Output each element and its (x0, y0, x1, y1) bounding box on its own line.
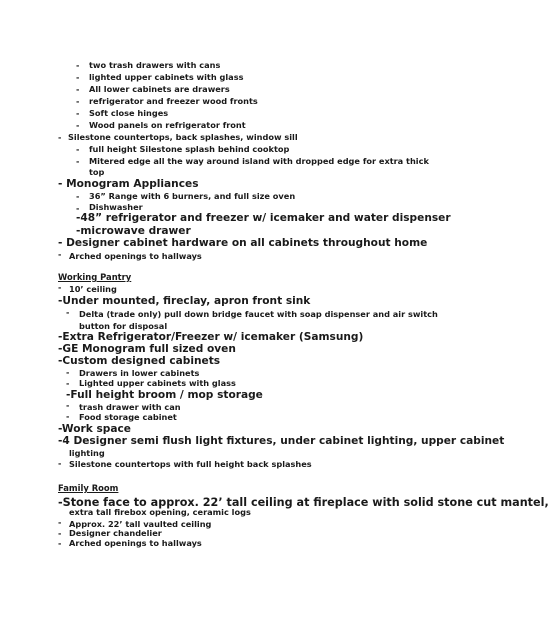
list-item: trash drawer with can (79, 402, 181, 412)
list-item: Delta (trade only) pull down bridge faucet with soap dispenser and air switch (79, 309, 438, 319)
list-item: 36” Range with 6 burners, and full size oven (89, 191, 296, 201)
list-item: Food storage cabinet (79, 412, 177, 422)
list-item: -4 Designer semi flush light fixtures, under cabinet lighting, upper cabinet (58, 435, 505, 447)
bullet-dash: - (66, 367, 70, 377)
list-item: Silestone countertops, back splashes, window sill (68, 132, 298, 142)
list-item: Silestone countertops with full height back splashes (69, 459, 312, 469)
bullet-dash: - (66, 411, 70, 421)
list-item: Dishwasher (89, 202, 143, 212)
bullet-dash: - (58, 132, 62, 142)
list-item: -microwave drawer (76, 225, 191, 237)
list-item: full height Silestone splash behind cooktop (89, 144, 290, 154)
list-item: -Stone face to approx. 22’ tall ceiling at fireplace with solid stone cut mantel, (58, 496, 549, 509)
bullet-dash: - (58, 538, 62, 548)
list-item: -Work space (58, 423, 131, 435)
list-item: All lower cabinets are drawers (89, 84, 230, 94)
list-item: Mitered edge all the way around island with dropped edge for extra thick (89, 156, 429, 166)
bullet-dash: - (66, 307, 70, 317)
bullet-dash: - (76, 72, 80, 82)
bullet-dash: - (66, 400, 70, 410)
list-item: -Under mounted, fireclay, apron front sink (58, 295, 311, 307)
section-heading: Family Room (58, 483, 119, 493)
list-item: -Extra Refrigerator/Freezer w/ icemaker (Samsung) (58, 331, 364, 343)
bullet-dash: - (66, 378, 70, 388)
appliances-heading: - Monogram Appliances (58, 178, 199, 190)
list-item: -GE Monogram full sized oven (58, 343, 236, 355)
bullet-dash: - (76, 203, 80, 213)
bullet-dash: - (76, 144, 80, 154)
bullet-dash: - (76, 156, 80, 166)
list-item: Approx. 22’ tall vaulted ceiling (69, 519, 212, 529)
list-item: Arched openings to hallways (69, 251, 202, 261)
bullet-dash: - (58, 458, 62, 468)
list-item-continuation: button for disposal (79, 321, 168, 331)
list-item-continuation: lighting (69, 448, 105, 458)
section-heading: Working Pantry (58, 272, 132, 282)
list-item: Wood panels on refrigerator front (89, 120, 246, 130)
list-item: -Full height broom / mop storage (66, 389, 263, 401)
list-item: -Custom designed cabinets (58, 355, 221, 367)
bullet-dash: - (76, 84, 80, 94)
list-item-continuation: extra tall firebox opening, ceramic logs (69, 507, 251, 517)
list-item: lighted upper cabinets with glass (89, 72, 244, 82)
list-item: two trash drawers with cans (89, 60, 221, 70)
bullet-dash: - (76, 191, 80, 201)
bullet-dash: - (76, 96, 80, 106)
list-item: Lighted upper cabinets with glass (79, 378, 236, 388)
bullet-dash: - (58, 282, 62, 292)
list-item: 10’ ceiling (69, 284, 117, 294)
list-item: -48” refrigerator and freezer w/ icemaker and water dispenser (76, 212, 451, 224)
bullet-dash: - (76, 60, 80, 70)
bullet-dash: - (76, 120, 80, 130)
list-item: - Designer cabinet hardware on all cabinets throughout home (58, 237, 428, 249)
bullet-dash: - (58, 528, 62, 538)
list-item-continuation: top (89, 167, 105, 177)
bullet-dash: - (58, 249, 62, 259)
bullet-dash: - (58, 517, 62, 527)
list-item: Soft close hinges (89, 108, 169, 118)
bullet-dash: - (76, 108, 80, 118)
list-item: Designer chandelier (69, 528, 162, 538)
list-item: Drawers in lower cabinets (79, 368, 200, 378)
list-item: refrigerator and freezer wood fronts (89, 96, 258, 106)
list-item: Arched openings to hallways (69, 538, 202, 548)
